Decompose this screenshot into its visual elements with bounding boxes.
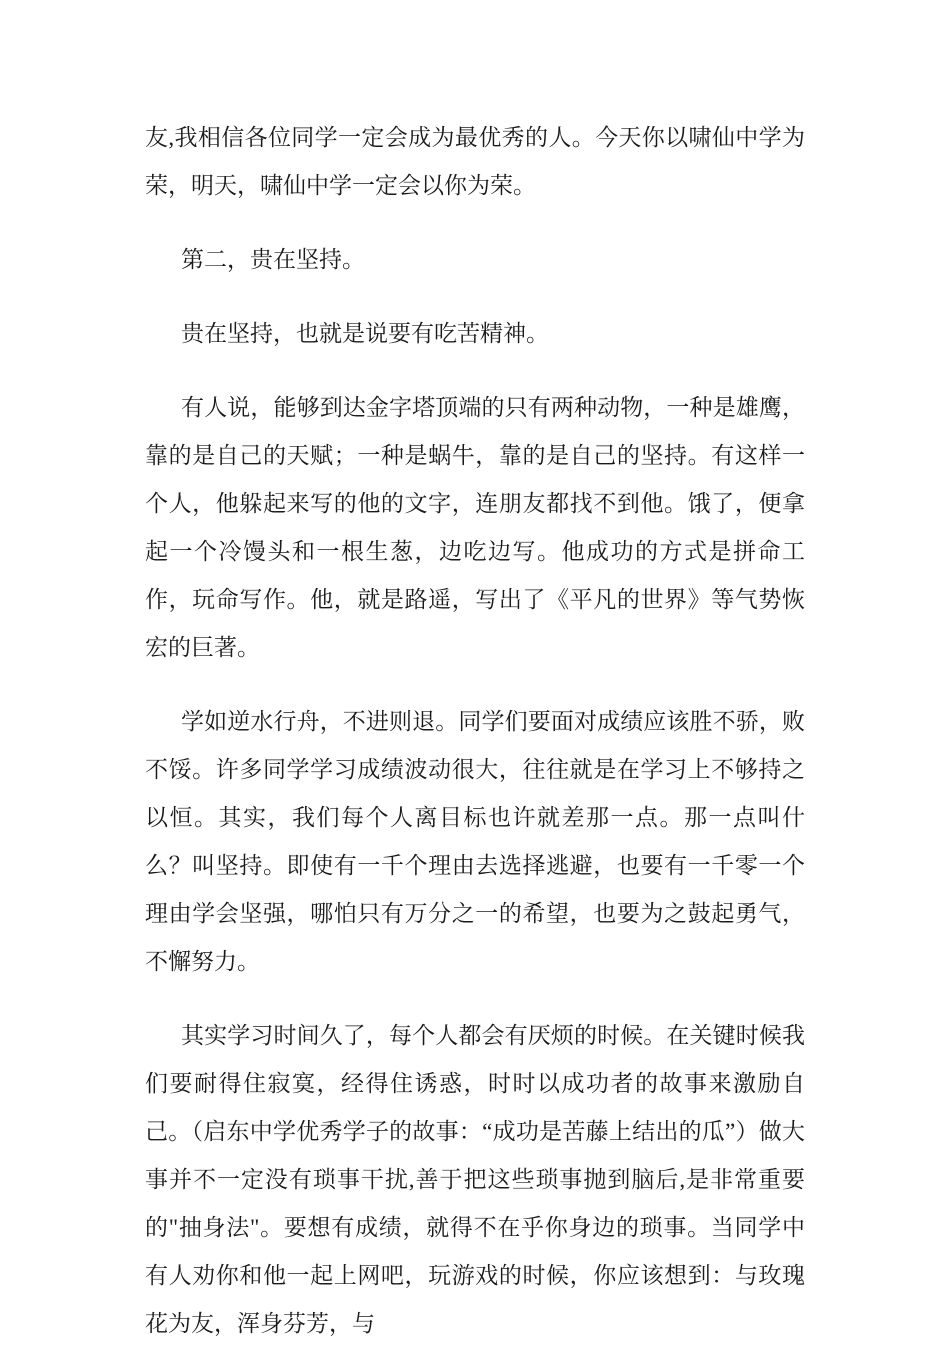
paragraph-continuation: 友,我相信各位同学一定会成为最优秀的人。今天你以啸仙中学为荣，明天，啸仙中学一定会以你为荣。: [145, 125, 805, 198]
paragraph-study-fatigue: 其实学习时间久了，每个人都会有厌烦的时候。在关键时候我们要耐得住寂寞，经得住诱惑，时时以成功者的故事来激励自己。（启东中学优秀学子的故事：“成功是苦藤上结出的瓜”）做大事并不一定没有琐事干扰,善于把这些琐事抛到脑后,是非常重要的"抽身法"。要想有成绩，就得不在乎你身边的琐事。当同学中有人劝你和他一起上网吧，玩游戏的时候，你应该想到：与玫瑰花为友，浑身芬芳，与: [145, 1023, 805, 1336]
paragraph-pyramid-story: 有人说，能够到达金字塔顶端的只有两种动物，一种是雄鹰，靠的是自己的天赋；一种是蜗牛，靠的是自己的坚持。有这样一个人，他躲起来写的他的文字，连朋友都找不到他。饿了，便拿起一个冷馒头和一根生葱，边吃边写。他成功的方式是拼命工作，玩命写作。他，就是路遥，写出了《平凡的世界》等气势恢宏的巨著。: [145, 395, 805, 660]
paragraph-heading-second-point: 第二，贵在坚持。: [181, 247, 365, 272]
paragraph-persistence-intro: 贵在坚持，也就是说要有吃苦精神。: [181, 321, 549, 346]
paragraph-learning-like-rowing: 学如逆水行舟，不进则退。同学们要面对成绩应该胜不骄，败不馁。许多同学学习成绩波动很大，往往就是在学习上不够持之以恒。其实，我们每个人离目标也许就差那一点。那一点叫什么？叫坚持。即使有一千个理由去选择逃避，也要有一千零一个理由学会坚强，哪怕只有万分之一的希望，也要为之鼓起勇气，不懈努力。: [145, 709, 805, 974]
